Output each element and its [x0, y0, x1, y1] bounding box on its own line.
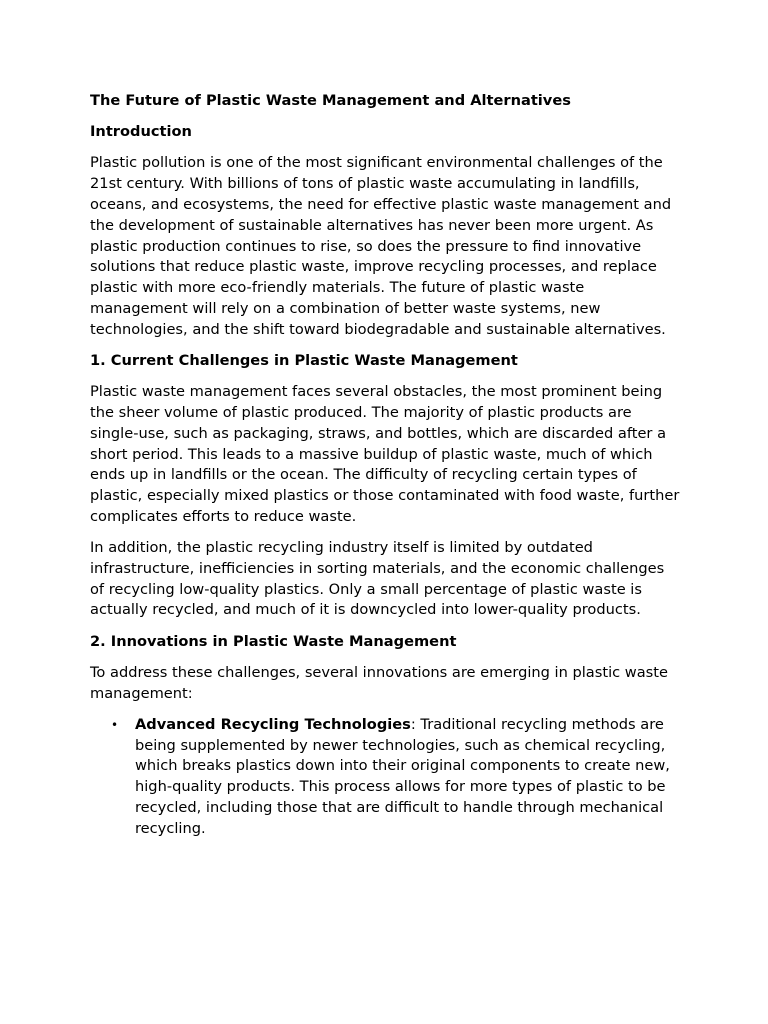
section-1-paragraph-1: Plastic waste management faces several obstacles, the most prominent being the sheer volume of plastic produced. The majority of plastic products are single-use, such as packaging, straws, and bottles, which are discarded after a short period. This leads to a massive buildup of plastic waste, much of which ends up in landfills or the ocean. The difficulty of recycling certain types of plastic, especially mixed plastics or those contaminated with food waste, further complicates efforts to reduce waste. — [90, 383, 680, 525]
section-2-paragraph-1: To address these challenges, several innovations are emerging in plastic waste management: — [90, 663, 668, 702]
list-item — [90, 715, 682, 840]
section-2-bullet-list — [90, 715, 682, 840]
document-page — [90, 91, 682, 840]
bullet-term: Advanced Recycling Technologies — [135, 715, 411, 733]
section-1-heading: 1. Current Challenges in Plastic Waste Management — [90, 351, 518, 369]
intro-paragraph: Plastic pollution is one of the most significant environmental challenges of the 21st century. With billions of tons of plastic waste accumulating in landfills, oceans, and ecosystems, the need for effective plastic waste management and the development of sustainable alternatives has never been more urgent. As plastic production continues to rise, so does the pressure to find innovative solutions that reduce plastic waste, improve recycling processes, and replace plastic with more eco-friendly materials. The future of plastic waste management will rely on a combination of better waste systems, new technologies, and the shift toward biodegradable and sustainable alternatives. — [90, 154, 672, 338]
section-1-paragraph-2: In addition, the plastic recycling industry itself is limited by outdated infrastructure, inefficiencies in sorting materials, and the economic challenges of recycling low-quality plastics. Only a small percentage of plastic waste is actually recycled, and much of it is downcycled into lower-quality products. — [90, 539, 665, 619]
bullet-text: : Traditional recycling methods are being supplemented by newer technologies, such as chemical recycling, which breaks plastics down into their original components to create new, high-quality products. This process allows for more types of plastic to be recycled, including those that are difficult to handle through mechanical recycling. — [135, 715, 670, 837]
document-title: The Future of Plastic Waste Management and Alternatives — [90, 92, 571, 109]
bullet-icon: • — [111, 717, 119, 732]
section-2-heading: 2. Innovations in Plastic Waste Management — [90, 632, 457, 650]
intro-heading: Introduction — [90, 123, 192, 141]
